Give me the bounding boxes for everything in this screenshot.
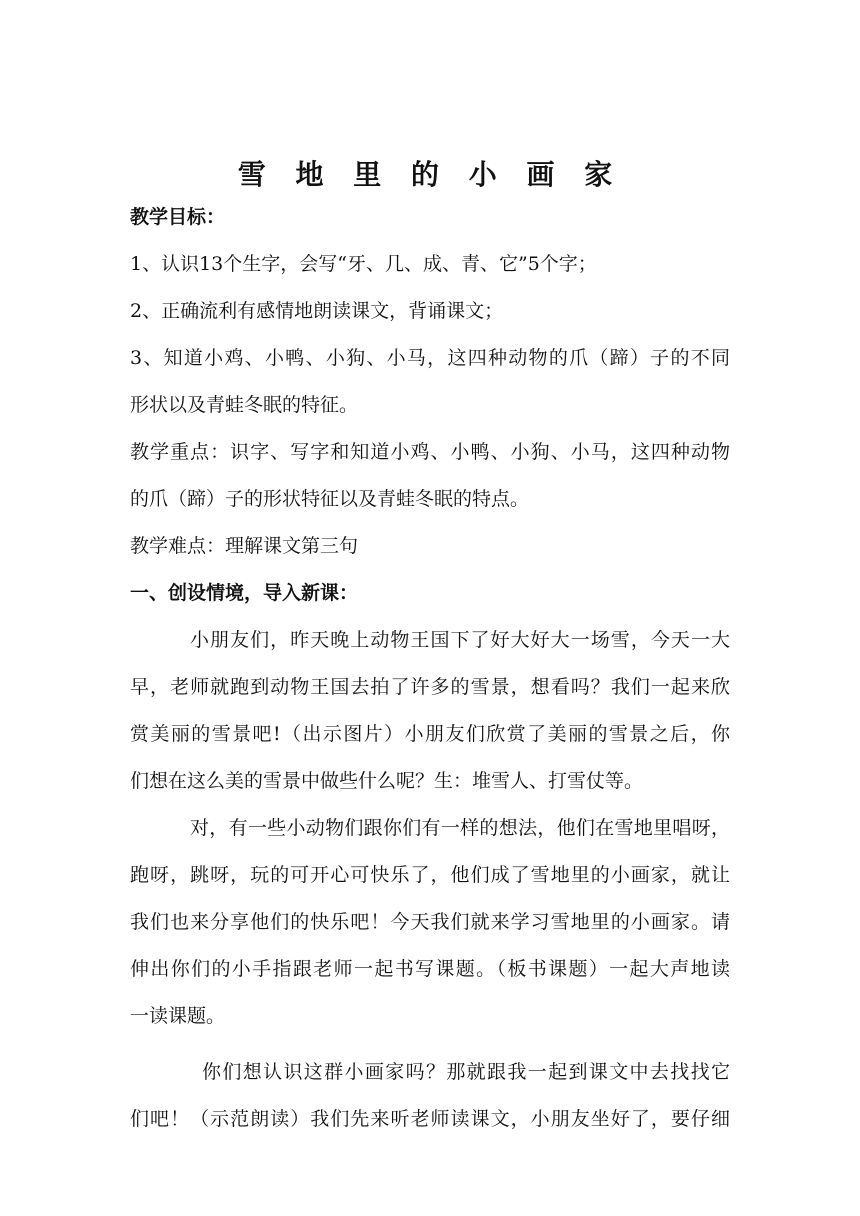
section-heading-1: 一、创设情境，导入新课：	[130, 582, 359, 604]
paragraph-3-line-1: 你们想认识这群小画家吗？那就跟我一起到课文中去找找它	[202, 1061, 730, 1083]
paragraph-2-line-1: 对，有一些小动物们跟你们有一样的想法，他们在雪地里唱呀，	[190, 817, 730, 839]
document-title: 雪 地 里 的 小 画 家	[237, 158, 623, 191]
teaching-key-points-cont: 的爪（蹄）子的形状特征以及青蛙冬眠的特点。	[130, 488, 530, 510]
document-body	[130, 198, 730, 1138]
teaching-difficulty: 教学难点：理解课文第三句	[130, 535, 359, 557]
paragraph-2-line-4: 伸出你们的小手指跟老师一起书写课题。（板书课题）一起大声地读	[130, 958, 730, 980]
paragraph-3-line-2: 们吧！（示范朗读）我们先来听老师读课文，小朋友坐好了，要仔细	[130, 1108, 730, 1130]
paragraph-1-line-3: 赏美丽的雪景吧!（出示图片）小朋友们欣赏了美丽的雪景之后，你	[130, 723, 730, 745]
goal-item-3: 3、知道小鸡、小鸭、小狗、小马，这四种动物的爪（蹄）子的不同	[130, 347, 730, 369]
paragraph-2-line-3: 我们也来分享他们的快乐吧！今天我们就来学习雪地里的小画家。请	[130, 911, 730, 933]
goal-item-3-cont: 形状以及青蛙冬眠的特征。	[130, 394, 359, 416]
paragraph-2-line-5: 一读课题。	[130, 1005, 226, 1027]
goal-item-2: 2、正确流利有感情地朗读课文，背诵课文；	[130, 300, 504, 322]
goal-item-1: 1、认识13个生字，会写“牙、几、成、青、它”5个字；	[130, 253, 597, 275]
paragraph-2-line-2: 跑呀，跳呀，玩的可开心可快乐了，他们成了雪地里的小画家，就让	[130, 864, 730, 886]
heading-teaching-goals: 教学目标：	[130, 206, 226, 228]
paragraph-1-line-2: 早，老师就跑到动物王国去拍了许多的雪景，想看吗？我们一起来欣	[130, 676, 730, 698]
paragraph-1-line-1: 小朋友们，昨天晚上动物王国下了好大好大一场雪，今天一大	[190, 629, 730, 651]
teaching-key-points: 教学重点：识字、写字和知道小鸡、小鸭、小狗、小马，这四种动物	[130, 441, 730, 463]
paragraph-1-line-4: 们想在这么美的雪景中做些什么呢？生：堆雪人、打雪仗等。	[130, 770, 644, 792]
